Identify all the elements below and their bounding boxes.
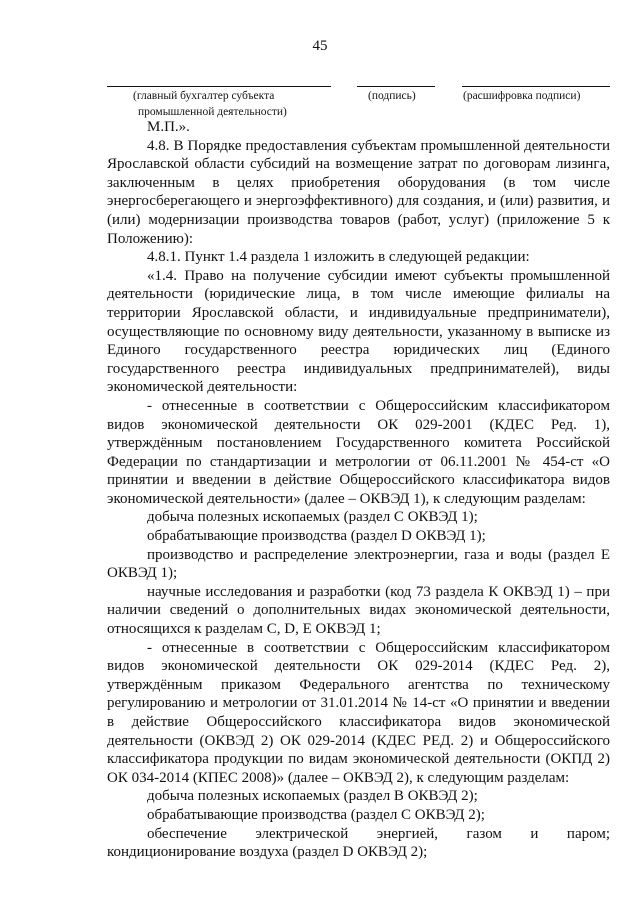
transcript-caption: (расшифровка подписи): [463, 90, 581, 102]
paragraph-okved2-section-d: обеспечение электрической энергией, газом и паром; кондиционирование воздуха (раздел D ОКВЭД 2);: [107, 825, 610, 861]
page-number: 45: [312, 38, 328, 54]
paragraph-okved1-section-e: производство и распределение электроэнергии, газа и воды (раздел Е ОКВЭД 1);: [107, 546, 610, 582]
paragraph-4-8-1: 4.8.1. Пункт 1.4 раздела 1 изложить в следующей редакции:: [147, 249, 530, 266]
paragraph-okved1-section-d: обрабатывающие производства (раздел D ОКВЭД 1);: [147, 528, 486, 545]
paragraph-okved1-code-73: научные исследования и разработки (код 73 раздела К ОКВЭД 1) – при наличии сведений о дополнительных видах экономической деятельности, относящихся к разделам С, D, Е ОКВЭД 1;: [107, 583, 610, 638]
transcript-line: [462, 86, 610, 87]
paragraph-okved1-intro: - отнесенные в соответствии с Общероссийским классификатором видов экономической деятельности ОК 029-2001 (КДЕС Ред. 1), утверждённым постановлением Государственного комитета Российской Федерации по стандартизации и метрологии от 06.11.2001 № 454-ст «О принятии и введении в действие Общероссийского классификатора видов экономической деятельности» (далее – ОКВЭД 1), к следующим разделам:: [107, 397, 610, 507]
paragraph-okved2-section-b: добыча полезных ископаемых (раздел В ОКВЭД 2);: [147, 788, 478, 805]
accountant-caption-line2: промышленной деятельности): [138, 106, 287, 118]
accountant-caption-line1: (главный бухгалтер субъекта: [133, 90, 275, 102]
document-body: [107, 118, 610, 862]
paragraph-1-4: «1.4. Право на получение субсидии имеют субъекты промышленной деятельности (юридические лица, в том числе имеющие филиалы на территории Ярославской области, и индивидуальные предприниматели), осуществляющие по основному виду деятельности, указанному в выписке из Единого государственного реестра юридических лиц (Единого государственного реестра индивидуальных предпринимателей), виды экономической деятельности:: [107, 267, 610, 396]
paragraph-okved2-intro: - отнесенные в соответствии с Общероссийским классификатором видов экономической деятельности ОК 029-2014 (КДЕС Ред. 2), утверждённым приказом Федерального агентства по техническому регулированию и метрологии от 31.01.2014 № 14-ст «О принятии и введении в действие Общероссийского классификатора видов экономической деятельности (ОКВЭД 2) ОК 029-2014 (КДЕС РЕД. 2) и Общероссийского классификатора продукции по видам экономической деятельности (ОКПД 2) ОК 034-2014 (КПЕС 2008)» (далее – ОКВЭД 2), к следующим разделам:: [107, 639, 610, 786]
accountant-signature-line: [107, 86, 331, 87]
paragraph-4-8: 4.8. В Порядке предоставления субъектам промышленной деятельности Ярославской области субсидий на возмещение затрат по договорам лизинга, заключенным в целях приобретения оборудования (в том числе энергосберегающего и энергоэффективного) для создания, и (или) развития, и (или) модернизации производства товаров (работ, услуг) (приложение 5 к Положению):: [107, 137, 610, 247]
paragraph-okved2-section-c: обрабатывающие производства (раздел С ОКВЭД 2);: [147, 806, 485, 823]
stamp-place-paragraph: М.П.».: [147, 119, 190, 135]
signature-line: [357, 86, 435, 87]
paragraph-okved1-section-c: добыча полезных ископаемых (раздел С ОКВЭД 1);: [147, 509, 478, 526]
signature-caption: (подпись): [368, 90, 416, 102]
